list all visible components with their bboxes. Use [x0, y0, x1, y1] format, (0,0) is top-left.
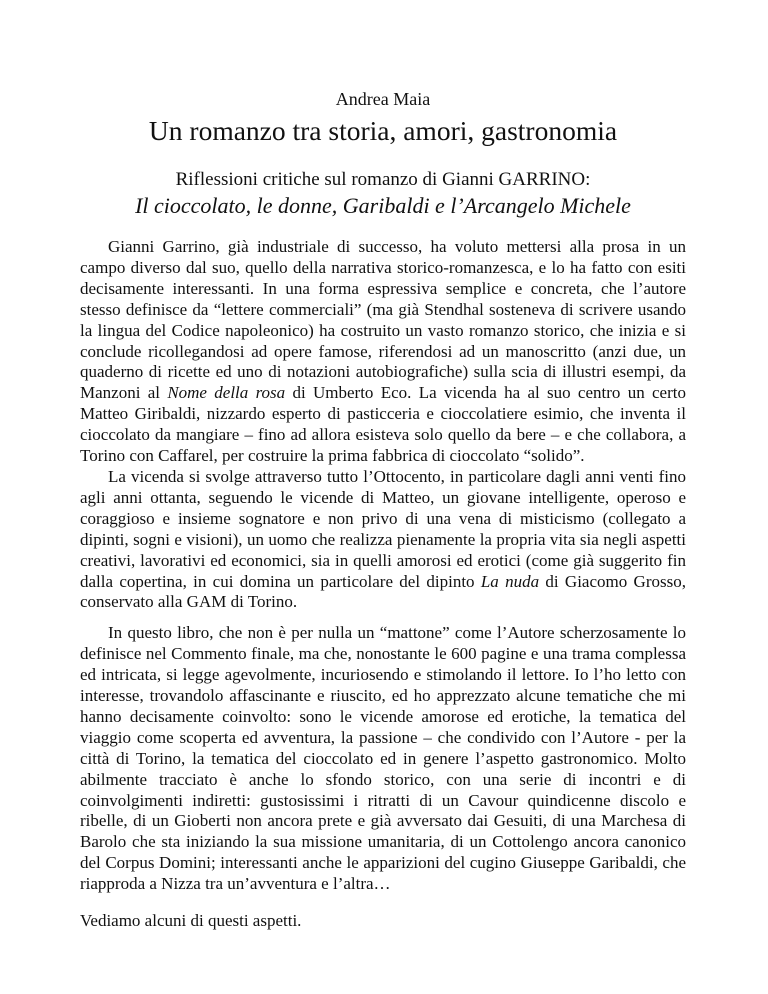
paragraph-2-italic: La nuda: [480, 571, 540, 591]
article-body: [80, 237, 686, 932]
article-subtitle: Riflessioni critiche sul romanzo di Gianni GARRINO:: [175, 169, 591, 190]
paragraph-1-text-b: di Umberto Eco. La vicenda ha al suo centro un certo Matteo Giribaldi, nizzardo esperto di pasticceria e cioccolatiere esimio, che inventa il cioccolato da mangiare – fino ad allora esisteva solo quello da bere – e che collabora, a Torino con Caffarel, per costruire la prima fabbrica di cioccolato “solido”.: [80, 383, 686, 466]
author-name: Andrea Maia: [335, 89, 431, 109]
article-title: Un romanzo tra storia, amori, gastronomia: [148, 115, 618, 146]
paragraph-3: In questo libro, che non è per nulla un “mattone” come l’Autore scherzosamente lo definisce nel Commento finale, ma che, nonostante le 600 pagine e una trama complessa ed intricata, si legge agevolmente, incuriosendo e stimolando il lettore. Io l’ho letto con interesse, trovandolo affascinante e riuscito, ed ho apprezzato alcune tematiche che mi hanno decisamente coinvolto: sono le vicende amorose ed erotiche, la tematica del viaggio come scoperta ed avventura, la passione – che condivido con l’Autore - per la città di Torino, la tematica del cioccolato ed in genere l’aspetto gastronomico. Molto abilmente tracciato è anche lo sfondo storico, con una serie di incontri e di coinvolgimenti indiretti: gustosissimi i ritratti di un Cavour quindicenne discolo e ribelle, di un Gioberti non ancora prete e già avversato dai Gesuiti, di una Marchesa di Barolo che sta iniziando la sua missione umanitaria, di un Cottolengo ancora canonico del Corpus Domini; interessanti anche le apparizioni del cugino Giuseppe Garibaldi, che riapproda a Nizza tra un’avventura e l’altra…: [80, 623, 686, 894]
book-title: Il cioccolato, le donne, Garibaldi e l’Arcangelo Michele: [135, 193, 631, 218]
paragraph-2: [80, 467, 686, 613]
paragraph-1-italic: Nome della rosa: [167, 383, 286, 403]
paragraph-2-text-b: di Giacomo Grosso, conservato alla GAM di Torino.: [80, 571, 686, 612]
paragraph-2-text-a: La vicenda si svolge attraverso tutto l’Ottocento, in particolare dagli anni venti fino agli anni ottanta, seguendo le vicende di Matteo, un giovane intelligente, operoso e coraggioso e insieme sognatore e non privo di una vena di misticismo (collegato a dipinti, sogni e visioni), un uomo che realizza pienamente la propria vita sia negli aspetti creativi, lavorativi ed economici, sia in quelli amorosi ed erotici (come già suggerito fin dalla copertina, in cui domina un particolare del dipinto: [80, 466, 686, 591]
paragraph-1-text-a: Gianni Garrino, già industriale di successo, ha voluto mettersi alla prosa in un campo diverso dal suo, quello della narrativa storico-romanzesca, e lo ha fatto con esiti decisamente interessanti. In una forma espressiva semplice e concreta, che l’autore stesso definisce da “lettere commerciali” (ma già Stendhal sosteneva di scrivere usando la lingua del Codice napoleonico) ha costruito un vasto romanzo storico, che inizia e si conclude ricollegandosi ad opere famose, riferendosi ad un manoscritto (anzi due, un quaderno di ricette ed uno di notazioni autobiografiche) sulla scia di illustri esempi, da Manzoni al: [80, 237, 686, 403]
paragraph-1: [80, 237, 686, 467]
paragraph-4: Vediamo alcuni di questi aspetti.: [80, 911, 302, 931]
